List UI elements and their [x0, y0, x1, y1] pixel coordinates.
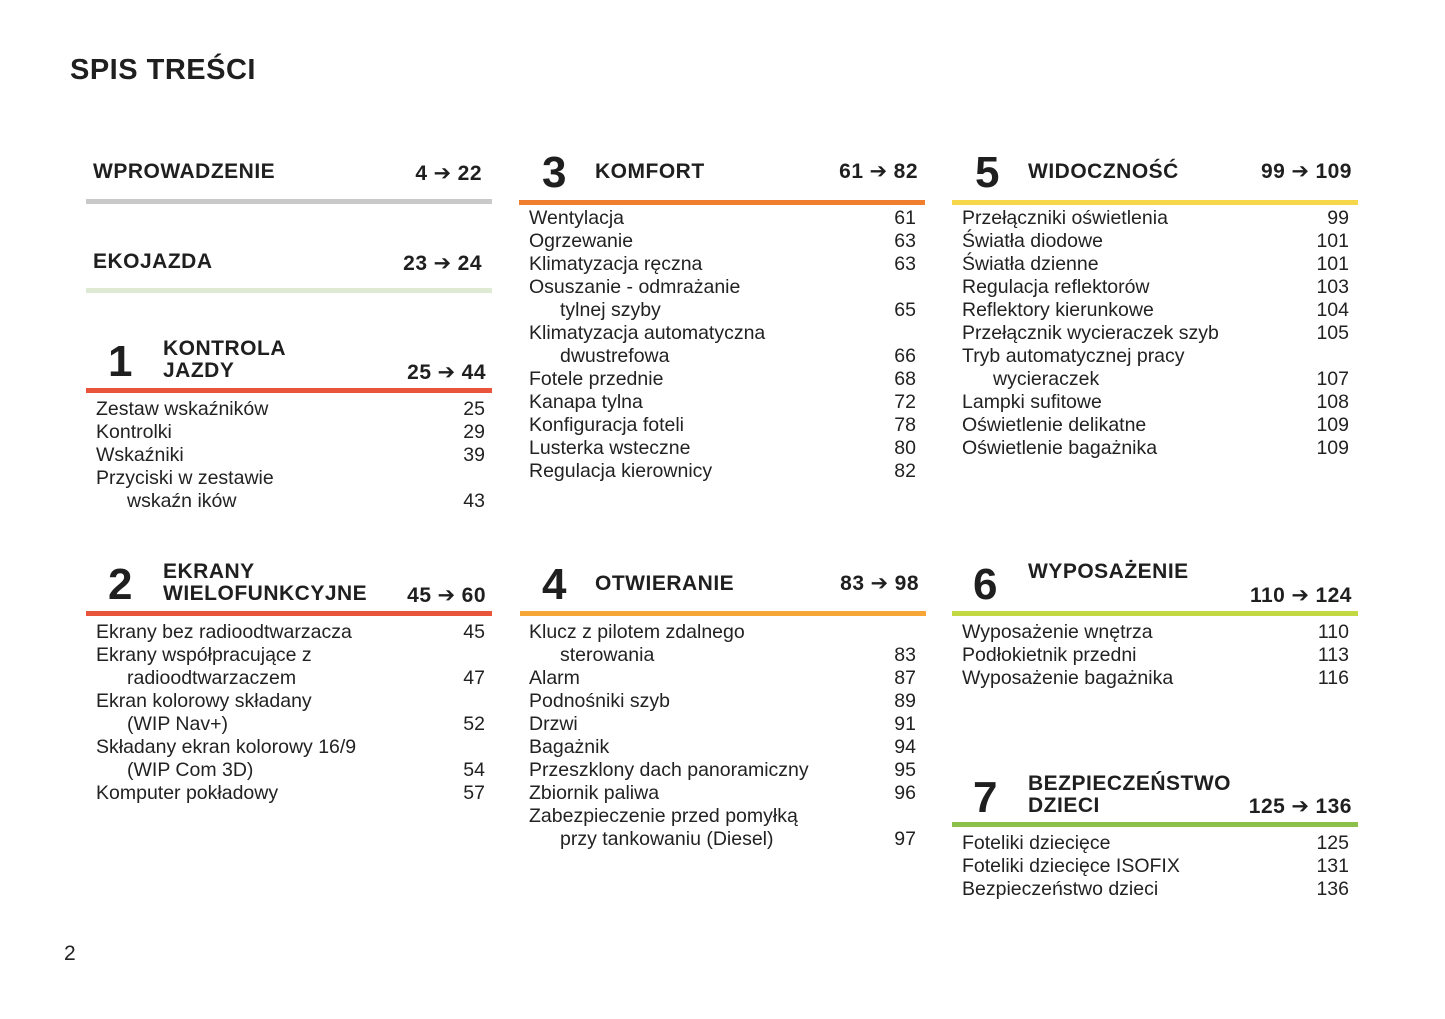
section-eco[interactable] [86, 240, 492, 296]
toc-item-label: Podłokietnik przedni [962, 644, 1137, 666]
section-intro[interactable] [86, 150, 492, 206]
toc-item-label: Światła diodowe [962, 230, 1103, 252]
toc-item-page: 97 [894, 828, 916, 850]
toc-item[interactable] [962, 230, 1349, 253]
toc-item[interactable] [96, 690, 485, 736]
toc-item-page: 29 [463, 421, 485, 443]
toc-item-label-continued: przy tankowaniu (Diesel) [560, 828, 774, 850]
toc-item-page: 45 [463, 621, 485, 643]
toc-item-label: Składany ekran kolorowy 16/9 [96, 736, 357, 758]
section-number: 6 [973, 560, 998, 609]
toc-item-label: Regulacja reflektorów [962, 276, 1150, 298]
toc-item[interactable] [962, 855, 1349, 878]
section-5[interactable] [952, 142, 1358, 482]
section-bar [86, 388, 492, 393]
toc-item-label: Foteliki dziecięce [962, 832, 1111, 854]
toc-item[interactable] [962, 391, 1349, 414]
toc-item-page: 52 [463, 713, 485, 735]
section-number: 7 [973, 773, 998, 822]
toc-item[interactable] [962, 878, 1349, 901]
toc-item[interactable] [96, 444, 485, 467]
page-range: 4 ➔ 22 [415, 162, 482, 185]
toc-item-page: 25 [463, 398, 485, 420]
arrow-right-icon: ➔ [869, 160, 888, 183]
toc-item[interactable] [529, 368, 916, 391]
toc-item-page: 104 [1316, 299, 1349, 321]
section-1[interactable] [86, 330, 492, 530]
section-bar [86, 199, 492, 204]
section-number: 4 [542, 560, 567, 609]
toc-item[interactable] [529, 759, 916, 782]
toc-item-label: Komputer pokładowy [96, 782, 279, 804]
toc-item[interactable] [96, 736, 485, 782]
section-title: EKRANY WIELOFUNKCYJNE [163, 560, 368, 605]
section-title: KOMFORT [595, 160, 705, 183]
toc-item-label-continued: sterowania [560, 644, 655, 666]
toc-item[interactable] [529, 322, 916, 368]
toc-item-label: Przełącznik wycieraczek szyb [962, 322, 1219, 344]
toc-item-label-continued: tylnej szyby [560, 299, 661, 321]
toc-item-label: Lampki sufitowe [962, 391, 1102, 413]
toc-item-label: Kontrolki [96, 421, 172, 443]
toc-item-page: 136 [1316, 878, 1349, 900]
toc-item[interactable] [96, 621, 485, 644]
section-2[interactable] [86, 555, 492, 815]
toc-item-label: Zabezpieczenie przed pomyłką [529, 805, 798, 827]
toc-item[interactable] [962, 345, 1349, 391]
toc-item-page: 83 [894, 644, 916, 666]
toc-item[interactable] [529, 414, 916, 437]
toc-item-label: Oświetlenie delikatne [962, 414, 1147, 436]
toc-item-page: 99 [1327, 207, 1349, 229]
page-range: 61 ➔ 82 [839, 160, 918, 183]
toc-item[interactable] [96, 782, 485, 805]
toc-item-label: Zbiornik paliwa [529, 782, 660, 804]
toc-item[interactable] [962, 322, 1349, 345]
toc-item-label-continued: (WIP Nav+) [127, 713, 228, 735]
toc-item-page: 125 [1316, 832, 1349, 854]
page-range: 99 ➔ 109 [1260, 160, 1352, 183]
section-title: OTWIERANIE [595, 572, 735, 595]
section-bar [519, 200, 925, 205]
section-4[interactable] [520, 555, 926, 875]
toc-item-page: 82 [894, 460, 916, 482]
toc-item[interactable] [529, 460, 916, 483]
toc-item-label: Lusterka wsteczne [529, 437, 691, 459]
toc-item-label: Przełączniki oświetlenia [962, 207, 1168, 229]
toc-item-label-continued: wskaźn ików [127, 490, 237, 512]
toc-item-label: Bezpieczeństwo dzieci [962, 878, 1159, 900]
toc-item[interactable] [529, 667, 916, 690]
toc-item-label: Fotele przednie [529, 368, 664, 390]
toc-item-label: Przyciski w zestawie [96, 467, 274, 489]
section-bar [86, 611, 492, 616]
toc-item-page: 63 [894, 230, 916, 252]
toc-item-label: Zestaw wskaźników [96, 398, 269, 420]
toc-item-page: 116 [1317, 667, 1349, 689]
toc-item-label: Osuszanie - odmrażanie [529, 276, 741, 298]
section-title: BEZPIECZEŃSTWO DZIECI [1028, 772, 1232, 817]
toc-item-page: 72 [894, 391, 916, 413]
page-range: 23 ➔ 24 [403, 252, 482, 275]
toc-item-label: Ekrany bez radioodtwarzacza [96, 621, 352, 643]
page-range: 110 ➔ 124 [1249, 584, 1352, 607]
toc-item[interactable] [962, 621, 1349, 644]
toc-item-label: Światła dzienne [962, 253, 1099, 275]
toc-item-label: Klucz z pilotem zdalnego [529, 621, 745, 643]
toc-item-label-continued: radioodtwarzaczem [127, 667, 297, 689]
page-number: 2 [64, 942, 76, 965]
toc-item-label-continued: wycieraczek [993, 368, 1100, 390]
toc-item-label: Kanapa tylna [529, 391, 643, 413]
item-list [529, 207, 916, 483]
page-title: SPIS TREŚCI [70, 54, 256, 86]
toc-item-page: 108 [1316, 391, 1349, 413]
toc-item-page: 101 [1316, 230, 1349, 252]
arrow-right-icon: ➔ [437, 361, 456, 384]
toc-item-page: 94 [894, 736, 916, 758]
toc-item-page: 87 [894, 667, 916, 689]
toc-item-label: Regulacja kierownicy [529, 460, 713, 482]
arrow-right-icon: ➔ [870, 572, 889, 595]
toc-item-page: 57 [463, 782, 485, 804]
toc-item-page: 109 [1316, 414, 1349, 436]
section-7[interactable] [952, 766, 1358, 916]
section-number: 1 [108, 337, 133, 386]
toc-item-page: 80 [894, 437, 916, 459]
toc-item[interactable] [96, 644, 485, 690]
toc-item-label: Klimatyzacja automatyczna [529, 322, 766, 344]
toc-item[interactable] [529, 207, 916, 230]
page-range: 125 ➔ 136 [1248, 795, 1352, 818]
toc-item-label: Konfiguracja foteli [529, 414, 685, 436]
toc-item[interactable] [96, 398, 485, 421]
toc-item-page: 39 [463, 444, 485, 466]
toc-item[interactable] [962, 414, 1349, 437]
section-bar [952, 200, 1358, 205]
toc-item[interactable] [529, 690, 916, 713]
toc-item[interactable] [962, 207, 1349, 230]
arrow-right-icon: ➔ [1291, 795, 1310, 818]
section-number: 5 [975, 148, 1000, 197]
section-3[interactable] [519, 142, 925, 502]
toc-item-label: Wyposażenie bagażnika [962, 667, 1174, 689]
arrow-right-icon: ➔ [437, 584, 456, 607]
section-number: 3 [542, 148, 567, 197]
toc-item-page: 91 [894, 713, 916, 735]
item-list [962, 832, 1349, 901]
arrow-right-icon: ➔ [1291, 160, 1310, 183]
toc-item-page: 65 [894, 299, 916, 321]
toc-item-page: 103 [1316, 276, 1349, 298]
arrow-right-icon: ➔ [1291, 584, 1310, 607]
toc-item-label: Wentylacja [529, 207, 625, 229]
toc-item-label: Tryb automatycznej pracy [962, 345, 1185, 367]
toc-item[interactable] [962, 276, 1349, 299]
toc-item-page: 47 [463, 667, 485, 689]
section-bar [520, 611, 926, 616]
toc-item[interactable] [962, 253, 1349, 276]
toc-item-label: Wyposażenie wnętrza [962, 621, 1153, 643]
toc-item-page: 101 [1316, 253, 1349, 275]
section-bar [86, 288, 492, 293]
toc-item-label: Klimatyzacja ręczna [529, 253, 703, 275]
toc-item-page: 54 [463, 759, 485, 781]
toc-item[interactable] [529, 230, 916, 253]
toc-item-page: 113 [1317, 644, 1349, 666]
toc-item[interactable] [529, 713, 916, 736]
toc-item-label: Wskaźniki [96, 444, 184, 466]
item-list [96, 621, 485, 805]
toc-item-page: 43 [463, 490, 485, 512]
toc-item-label: Oświetlenie bagażnika [962, 437, 1158, 459]
section-title: WYPOSAŻENIE [1028, 560, 1189, 583]
toc-item[interactable] [529, 253, 916, 276]
toc-item[interactable] [962, 832, 1349, 855]
toc-item-label-continued: dwustrefowa [560, 345, 670, 367]
toc-item[interactable] [962, 437, 1349, 460]
item-list [962, 207, 1349, 460]
toc-item[interactable] [529, 391, 916, 414]
toc-item[interactable] [529, 782, 916, 805]
toc-item-page: 109 [1316, 437, 1349, 459]
item-list [96, 398, 485, 513]
toc-item-page: 95 [894, 759, 916, 781]
page-range: 83 ➔ 98 [840, 572, 919, 595]
toc-item-page: 89 [894, 690, 916, 712]
toc-item-label: Podnośniki szyb [529, 690, 670, 712]
section-title: KONTROLA JAZDY [163, 337, 286, 382]
toc-item[interactable] [529, 621, 916, 667]
page-range: 45 ➔ 60 [407, 584, 486, 607]
toc-item-label-continued: (WIP Com 3D) [127, 759, 254, 781]
toc-item-page: 96 [894, 782, 916, 804]
toc-item-label: Reflektory kierunkowe [962, 299, 1154, 321]
toc-item[interactable] [529, 805, 916, 851]
toc-item-page: 63 [894, 253, 916, 275]
toc-item-page: 61 [894, 207, 916, 229]
toc-item-label: Ekran kolorowy składany [96, 690, 312, 712]
section-number: 2 [108, 560, 133, 609]
toc-item[interactable] [96, 421, 485, 444]
page-range: 25 ➔ 44 [407, 361, 486, 384]
section-bar [952, 822, 1358, 827]
toc-item-label: Przeszklony dach panoramiczny [529, 759, 809, 781]
toc-item-page: 131 [1316, 855, 1349, 877]
toc-item-label: Bagażnik [529, 736, 610, 758]
toc-item[interactable] [529, 437, 916, 460]
item-list [962, 621, 1349, 690]
section-title: WPROWADZENIE [93, 160, 276, 183]
toc-item-page: 66 [894, 345, 916, 367]
toc-item-label: Ekrany współpracujące z [96, 644, 312, 666]
section-bar [952, 611, 1358, 616]
item-list [529, 621, 916, 851]
toc-item-label: Foteliki dziecięce ISOFIX [962, 855, 1180, 877]
toc-item-label: Alarm [529, 667, 580, 689]
toc-item-label: Drzwi [529, 713, 578, 735]
toc-item[interactable] [529, 736, 916, 759]
arrow-right-icon: ➔ [433, 252, 452, 275]
toc-item[interactable] [962, 644, 1349, 667]
arrow-right-icon: ➔ [433, 162, 452, 185]
section-6[interactable] [952, 555, 1358, 715]
toc-item-label: Ogrzewanie [529, 230, 634, 252]
toc-item-page: 105 [1316, 322, 1349, 344]
toc-item-page: 78 [894, 414, 916, 436]
toc-item[interactable] [962, 299, 1349, 322]
toc-item[interactable] [962, 667, 1349, 690]
toc-item[interactable] [96, 467, 485, 513]
toc-item-page: 110 [1317, 621, 1349, 643]
toc-item[interactable] [529, 276, 916, 322]
toc-item-page: 107 [1316, 368, 1349, 390]
section-title: WIDOCZNOŚĆ [1028, 160, 1179, 183]
toc-item-page: 68 [894, 368, 916, 390]
section-title: EKOJAZDA [93, 250, 213, 273]
